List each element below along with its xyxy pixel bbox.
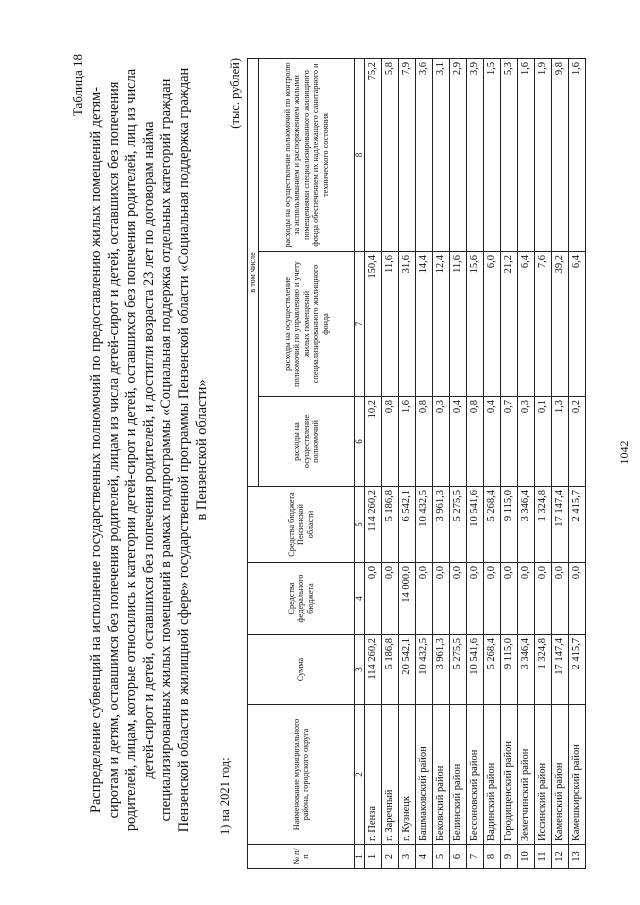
management-cell: 6,4 (518, 252, 535, 397)
federal-cell: 0,0 (535, 563, 552, 635)
management-cell: 15,6 (467, 252, 484, 397)
federal-cell: 0,0 (467, 563, 484, 635)
control-cell: 3,1 (433, 58, 450, 251)
unit-label: (тыс. рублей) (228, 58, 242, 129)
control-cell: 1,5 (484, 58, 501, 251)
control-cell: 1,9 (535, 58, 552, 251)
table-row (433, 58, 450, 868)
regional-cell: 3 346,4 (518, 487, 535, 563)
regional-cell: 5 186,8 (382, 487, 399, 563)
powers-cell: 0,7 (501, 397, 518, 487)
powers-cell: 10,2 (365, 397, 382, 487)
district-name-cell: г. Кузнецк (399, 705, 416, 845)
federal-cell: 0,0 (484, 563, 501, 635)
table-row (569, 58, 586, 868)
district-name-cell: Вадинский район (484, 705, 501, 845)
regional-cell: 2 415,7 (569, 487, 586, 563)
powers-cell: 0,3 (518, 397, 535, 487)
district-name-cell: Белинский район (450, 705, 467, 845)
control-cell: 3,9 (467, 58, 484, 251)
header-num: № п/п (248, 845, 355, 869)
management-cell: 6,4 (569, 252, 586, 397)
subsidy-table (247, 58, 586, 869)
header-sum: Сумма (248, 635, 355, 705)
header-regional: Средства бюджета Пензенской области (248, 487, 355, 563)
federal-cell: 0,0 (433, 563, 450, 635)
federal-cell: 0,0 (365, 563, 382, 635)
control-cell: 2,9 (450, 58, 467, 251)
sum-cell: 2 415,7 (569, 635, 586, 705)
federal-cell: 0,0 (501, 563, 518, 635)
row-number-cell: 2 (382, 845, 399, 869)
row-number-cell: 9 (501, 845, 518, 869)
control-cell: 7,9 (399, 58, 416, 251)
management-cell: 7,6 (535, 252, 552, 397)
federal-cell: 0,0 (552, 563, 569, 635)
sum-cell: 10 541,6 (467, 635, 484, 705)
header-powers: расходы на осуществление полномочий (259, 397, 355, 487)
sum-cell: 3 961,3 (433, 635, 450, 705)
regional-cell: 3 961,3 (433, 487, 450, 563)
sum-cell: 3 346,4 (518, 635, 535, 705)
table-row (450, 58, 467, 868)
row-number-cell: 1 (365, 845, 382, 869)
sum-cell: 5 268,4 (484, 635, 501, 705)
management-cell: 150,4 (365, 252, 382, 397)
regional-cell: 10 541,6 (467, 487, 484, 563)
regional-cell: 10 432,5 (416, 487, 433, 563)
table-row (399, 58, 416, 868)
powers-cell: 1,3 (552, 397, 569, 487)
control-cell: 5,3 (501, 58, 518, 251)
table-row (518, 58, 535, 868)
row-number-cell: 8 (484, 845, 501, 869)
control-cell: 75,2 (365, 58, 382, 251)
district-name-cell: Каменский район (552, 705, 569, 845)
regional-cell: 1 324,8 (535, 487, 552, 563)
row-number-cell: 6 (450, 845, 467, 869)
district-name-cell: Земетчинский район (518, 705, 535, 845)
header-federal: Средства федерального бюджета (248, 563, 355, 635)
district-name-cell: Бековский район (433, 705, 450, 845)
year-label: 1) на 2021 год: (218, 757, 232, 835)
regional-cell: 114 260,2 (365, 487, 382, 563)
header-control: расходы на осуществление полномочий по контролю за использованием и распоряжением жилыми помещениями специализированного жилищного фонда обеспечением их надлежащего санитарного и технического состояния (259, 58, 355, 251)
table-row (501, 58, 518, 868)
control-cell: 3,6 (416, 58, 433, 251)
management-cell: 6,0 (484, 252, 501, 397)
sum-cell: 114 260,2 (365, 635, 382, 705)
powers-cell: 0,8 (416, 397, 433, 487)
management-cell: 21,2 (501, 252, 518, 397)
column-number: 2 (355, 705, 365, 845)
table-row (552, 58, 569, 868)
column-number: 5 (355, 487, 365, 563)
regional-cell: 5 268,4 (484, 487, 501, 563)
powers-cell: 0,1 (535, 397, 552, 487)
control-cell: 9,8 (552, 58, 569, 251)
row-number-cell: 13 (569, 845, 586, 869)
district-name-cell: г. Пенза (365, 705, 382, 845)
header-management: расходы на осуществление полномочий по управлению и учету жилых помещений специализированного жилищного фонда (259, 252, 355, 397)
federal-cell: 0,0 (569, 563, 586, 635)
management-cell: 11,6 (450, 252, 467, 397)
row-number-cell: 4 (416, 845, 433, 869)
powers-cell: 0,2 (569, 397, 586, 487)
regional-cell: 17 147,4 (552, 487, 569, 563)
table-body (365, 58, 586, 868)
column-number: 1 (355, 845, 365, 869)
federal-cell: 0,0 (382, 563, 399, 635)
management-cell: 31,6 (399, 252, 416, 397)
row-number-cell: 12 (552, 845, 569, 869)
district-name-cell: Городищенский район (501, 705, 518, 845)
management-cell: 12,4 (433, 252, 450, 397)
sum-cell: 1 324,8 (535, 635, 552, 705)
sum-cell: 20 542,1 (399, 635, 416, 705)
table-row (535, 58, 552, 868)
header-name: Наименование муниципального района, городского округа (248, 705, 355, 845)
regional-cell: 6 542,1 (399, 487, 416, 563)
table-row (416, 58, 433, 868)
page-number: 1042 (617, 440, 631, 465)
control-cell: 5,8 (382, 58, 399, 251)
table-row (484, 58, 501, 868)
management-cell: 39,2 (552, 252, 569, 397)
table-number: Таблица 18 (70, 54, 85, 117)
regional-cell: 9 115,0 (501, 487, 518, 563)
column-number: 8 (355, 58, 365, 251)
column-number: 6 (355, 397, 365, 487)
powers-cell: 0,4 (484, 397, 501, 487)
document-title: Распределение субвенций на исполнение государственных полномочий по предоставлению жилых помещений детям-сиротам и детям, оставшимся без попечения родителей, лицам из числа детей-сирот и детей, оставшихся без попечения родителей, лицам, которые относились к категории детей-сирот и детей, оставшихся без попечения родителей, лиц из числа детей-сирот и детей, оставшихся без попечения родителей, и достигли возраста 23 лет по договорам найма специализированных жилых помещений в рамках подпрограммы «Социальная поддержка отдельных категорий граждан Пензенской области в жилищной сфере» государственной программы Пензенской области «Социальная поддержка граждан в Пензенской области» (88, 67, 210, 833)
row-number-cell: 3 (399, 845, 416, 869)
row-number-cell: 11 (535, 845, 552, 869)
management-cell: 11,6 (382, 252, 399, 397)
federal-cell: 0,0 (518, 563, 535, 635)
header-including: в том числе (248, 58, 259, 486)
federal-cell: 0,0 (450, 563, 467, 635)
powers-cell: 0,8 (467, 397, 484, 487)
district-name-cell: г. Заречный (382, 705, 399, 845)
table-row (382, 58, 399, 868)
row-number-cell: 5 (433, 845, 450, 869)
table-row (467, 58, 484, 868)
federal-cell: 0,0 (416, 563, 433, 635)
column-number: 3 (355, 635, 365, 705)
powers-cell: 0,4 (450, 397, 467, 487)
federal-cell: 14 000,0 (399, 563, 416, 635)
district-name-cell: Башмаковский район (416, 705, 433, 845)
column-number-row (355, 58, 365, 868)
control-cell: 1,6 (569, 58, 586, 251)
control-cell: 1,6 (518, 58, 535, 251)
row-number-cell: 7 (467, 845, 484, 869)
regional-cell: 5 275,5 (450, 487, 467, 563)
powers-cell: 0,8 (382, 397, 399, 487)
powers-cell: 0,3 (433, 397, 450, 487)
sum-cell: 10 432,5 (416, 635, 433, 705)
sum-cell: 9 115,0 (501, 635, 518, 705)
district-name-cell: Камешкирский район (569, 705, 586, 845)
powers-cell: 1,6 (399, 397, 416, 487)
row-number-cell: 10 (518, 845, 535, 869)
sum-cell: 5 186,8 (382, 635, 399, 705)
table-row (365, 58, 382, 868)
district-name-cell: Иссинский район (535, 705, 552, 845)
column-number: 7 (355, 252, 365, 397)
sum-cell: 17 147,4 (552, 635, 569, 705)
sum-cell: 5 275,5 (450, 635, 467, 705)
column-number: 4 (355, 563, 365, 635)
district-name-cell: Бессоновский район (467, 705, 484, 845)
management-cell: 14,4 (416, 252, 433, 397)
